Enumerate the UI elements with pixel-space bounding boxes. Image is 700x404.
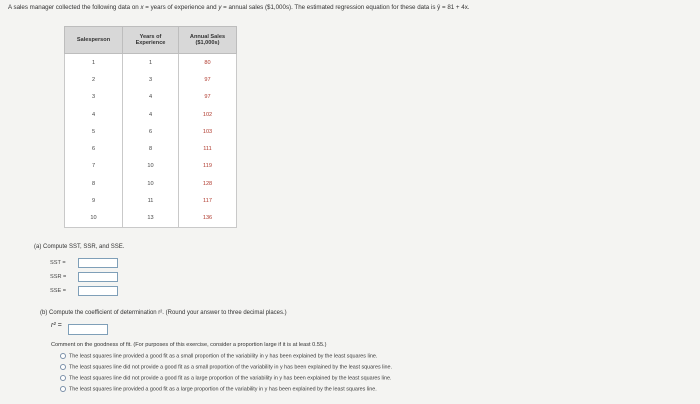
data-table <box>64 26 237 228</box>
cell-sales: 103 <box>179 123 237 140</box>
cell-years: 13 <box>123 210 179 228</box>
cell-salesperson: 3 <box>65 89 123 106</box>
intro-mid1: = years of experience and <box>143 4 219 11</box>
cell-sales: 136 <box>179 210 237 228</box>
cell-salesperson: 8 <box>65 175 123 192</box>
cell-salesperson: 7 <box>65 158 123 175</box>
part-a-prompt: (a) Compute SST, SSR, and SSE. <box>34 244 125 250</box>
table-row <box>65 210 237 228</box>
sse-input[interactable] <box>78 286 118 296</box>
table-row <box>65 158 237 175</box>
fit-option-1[interactable] <box>60 353 377 359</box>
cell-years: 4 <box>123 89 179 106</box>
cell-sales: 97 <box>179 71 237 88</box>
radio-button-icon[interactable] <box>60 375 66 381</box>
option-label: The least squares line provided a good fit as a small proportion of the variability in y has been explained by the least squares line. <box>69 353 378 360</box>
option-label: The least squares line did not provide a good fit as a large proportion of the variability in y has been explained by the least squares line. <box>69 375 392 382</box>
ssr-input[interactable] <box>78 272 118 282</box>
table-row <box>65 54 237 72</box>
cell-years: 3 <box>123 71 179 88</box>
table-row <box>65 123 237 140</box>
table-row <box>65 140 237 157</box>
radio-button-icon[interactable] <box>60 364 66 370</box>
fit-option-2[interactable] <box>60 364 392 370</box>
table-row <box>65 71 237 88</box>
cell-years: 10 <box>123 158 179 175</box>
table-row <box>65 106 237 123</box>
cell-years: 8 <box>123 140 179 157</box>
cell-salesperson: 4 <box>65 106 123 123</box>
header-annual-sales: Annual Sales ($1,000s) <box>179 27 237 54</box>
cell-salesperson: 1 <box>65 54 123 72</box>
intro-prefix: A sales manager collected the following data on <box>8 4 141 11</box>
cell-sales: 97 <box>179 89 237 106</box>
cell-salesperson: 2 <box>65 71 123 88</box>
intro-mid2: = annual sales ($1,000s). The estimated regression equation for these data is <box>221 4 438 11</box>
regression-equation: ŷ = 81 + 4x. <box>437 4 470 11</box>
problem-statement <box>8 4 470 11</box>
table-header-row <box>65 27 237 54</box>
header-years-experience: Years of Experience <box>123 27 179 54</box>
r2-label: r² = <box>51 322 62 329</box>
table-row <box>65 192 237 209</box>
cell-sales: 117 <box>179 192 237 209</box>
cell-sales: 128 <box>179 175 237 192</box>
fit-option-4[interactable] <box>60 386 377 392</box>
cell-salesperson: 5 <box>65 123 123 140</box>
header-salesperson: Salesperson <box>65 27 123 54</box>
r2-input[interactable] <box>68 324 108 335</box>
fit-option-3[interactable] <box>60 375 391 381</box>
cell-sales: 119 <box>179 158 237 175</box>
cell-years: 1 <box>123 54 179 72</box>
sse-label: SSE = <box>50 288 67 294</box>
cell-years: 11 <box>123 192 179 209</box>
intro-y: y <box>218 4 222 11</box>
cell-years: 6 <box>123 123 179 140</box>
cell-years: 4 <box>123 106 179 123</box>
goodness-of-fit-prompt: Comment on the goodness of fit. (For purposes of this exercise, consider a proportion large if it is at least 0.55.) <box>51 342 327 348</box>
cell-salesperson: 6 <box>65 140 123 157</box>
cell-salesperson: 9 <box>65 192 123 209</box>
intro-x: x <box>140 4 144 11</box>
cell-years: 10 <box>123 175 179 192</box>
sst-label: SST = <box>50 260 66 266</box>
cell-salesperson: 10 <box>65 210 123 228</box>
table-row <box>65 89 237 106</box>
option-label: The least squares line did not provide a good fit as a small proportion of the variability in y has been explained by the least squares line. <box>69 364 393 371</box>
cell-sales: 80 <box>179 54 237 72</box>
radio-button-icon[interactable] <box>60 386 66 392</box>
cell-sales: 111 <box>179 140 237 157</box>
cell-sales: 102 <box>179 106 237 123</box>
part-b-prompt: (b) Compute the coefficient of determination r². (Round your answer to three decimal places.) <box>40 310 287 316</box>
ssr-label: SSR = <box>50 274 67 280</box>
sst-input[interactable] <box>78 258 118 268</box>
table-row <box>65 175 237 192</box>
option-label: The least squares line provided a good fit as a large proportion of the variability in y has been explained by the least squares line. <box>69 386 377 393</box>
radio-button-icon[interactable] <box>60 353 66 359</box>
